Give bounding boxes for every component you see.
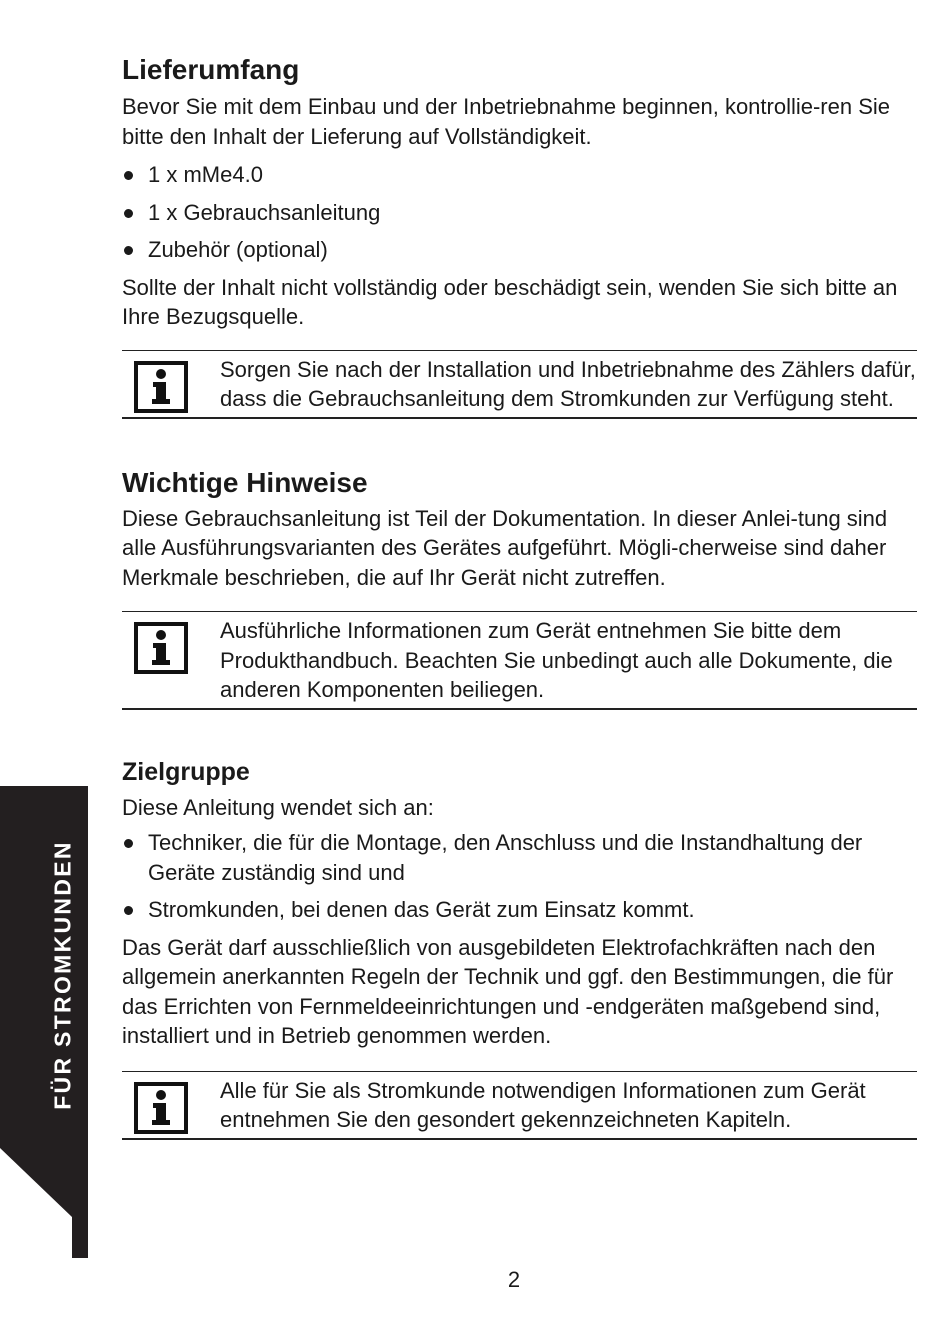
info-icon	[134, 622, 188, 674]
zielgruppe-body: Das Gerät darf ausschließlich von ausgebildeten Elektrofachkräften nach den allgemein anerkannten Regeln der Technik und ggf. den Bestimmungen, die für das Errichten von Fernmeldeeinrichtungen und -endgeräten maßgebend sind, installiert und in Betrieb genommen werden.	[122, 934, 894, 1048]
zielgruppe-list	[122, 828, 917, 925]
note-text: Sorgen Sie nach der Installation und Inbetriebnahme des Zählers dafür, dass die Gebrauchsanleitung dem Stromkunden zur Verfügung steht.	[220, 356, 916, 411]
info-icon	[134, 361, 188, 413]
bullet-icon	[124, 906, 133, 915]
note-text: Ausführliche Informationen zum Gerät entnehmen Sie bitte dem Produkthandbuch. Beachten Sie unbedingt auch alle Dokumente, die anderen Komponenten beiliegen.	[220, 618, 893, 702]
lieferumfang-list	[122, 160, 917, 265]
list-item: Zubehör (optional)	[122, 235, 917, 265]
list-item: Techniker, die für die Montage, den Anschluss und die Instandhaltung der Geräte zuständig sind und	[122, 828, 917, 887]
hinweise-body: Diese Gebrauchsanleitung ist Teil der Dokumentation. In dieser Anlei-tung sind alle Ausführungsvarianten des Gerätes aufgeführt. Mögli-cherweise sind daher Merkmale beschrieben, die auf Ihr Gerät nicht zutreffen.	[122, 505, 888, 590]
list-item: 1 x mMe4.0	[122, 160, 917, 190]
lieferumfang-outro: Sollte der Inhalt nicht vollständig oder beschädigt sein, wenden Sie sich bitte an Ihre Bezugsquelle.	[122, 274, 898, 329]
list-item: 1 x Gebrauchsanleitung	[122, 198, 917, 228]
section-heading-zielgruppe: Zielgruppe	[122, 757, 250, 786]
bullet-icon	[124, 209, 133, 218]
note-box	[122, 350, 917, 419]
note-box	[122, 611, 917, 710]
lieferumfang-intro: Bevor Sie mit dem Einbau und der Inbetriebnahme beginnen, kontrollie-ren Sie bitte den Inhalt der Lieferung auf Vollständigkeit.	[122, 94, 891, 149]
zielgruppe-intro: Diese Anleitung wendet sich an:	[122, 794, 434, 820]
bullet-icon	[124, 839, 133, 848]
bullet-icon	[124, 246, 133, 255]
section-heading-hinweise: Wichtige Hinweise	[122, 466, 368, 498]
list-item: Stromkunden, bei denen das Gerät zum Einsatz kommt.	[122, 895, 917, 925]
note-text: Alle für Sie als Stromkunde notwendigen Informationen zum Gerät entnehmen Sie den gesondert gekennzeichneten Kapiteln.	[220, 1077, 866, 1132]
section-heading-lieferumfang: Lieferumfang	[122, 54, 300, 85]
page-content	[122, 52, 917, 1140]
side-tab-label: FÜR STROMKUNDEN	[49, 840, 76, 1110]
info-icon	[134, 1082, 188, 1134]
bullet-icon	[124, 171, 133, 180]
note-box	[122, 1071, 917, 1140]
page-number: 2	[507, 1267, 521, 1292]
